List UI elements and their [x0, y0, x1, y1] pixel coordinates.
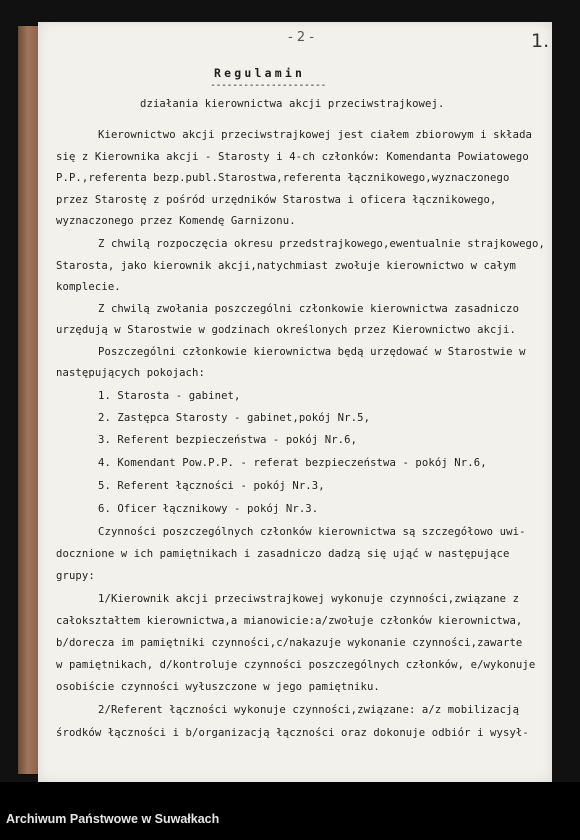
list-item: 5. Referent łączności - pokój Nr.3,: [98, 480, 325, 492]
archive-name: Archiwum Państwowe w Suwałkach: [6, 812, 220, 826]
list-item: 4. Komendant Pow.P.P. - referat bezpieczeństwa - pokój Nr.6,: [98, 457, 487, 469]
list-item: 2. Zastępca Starosty - gabinet,pokój Nr.5,: [98, 412, 371, 424]
list-item: 1. Starosta - gabinet,: [98, 390, 241, 402]
text-line: urzędują w Starostwie w godzinach określonych przez Kierownictwo akcji.: [56, 324, 516, 336]
document-subtitle: działania kierownictwa akcji przeciwstrajkowej.: [140, 98, 445, 110]
list-item: 3. Referent bezpieczeństwa - pokój Nr.6,: [98, 434, 358, 446]
text-line: 1/Kierownik akcji przeciwstrajkowej wykonuje czynności,związane z: [98, 593, 520, 605]
text-line: wyznaczonego przez Komendę Garnizonu.: [56, 215, 296, 227]
text-line: b/dorecza im pamiętniki czynności,c/nakazuje wykonanie czynności,zawarte: [56, 637, 523, 649]
text-line: osobiście czynności wyłuszczone w jego pamiętniku.: [56, 681, 380, 693]
corner-mark: 1.: [531, 30, 550, 52]
text-line: grupy:: [56, 570, 95, 582]
text-line: komplecie.: [56, 281, 121, 293]
list-item: 6. Oficer łącznikowy - pokój Nr.3.: [98, 503, 319, 515]
text-line: docznione w ich pamiętnikach i zasadniczo dadzą się ująć w następujące: [56, 548, 510, 560]
title-underline: ---------------------: [210, 80, 326, 91]
text-line: Z chwilą rozpoczęcia okresu przedstrajkowego,ewentualnie strajkowego,: [98, 238, 545, 250]
text-line: następujących pokojach:: [56, 367, 205, 379]
page-number: - 2 -: [288, 30, 314, 45]
text-line: Kierownictwo akcji przeciwstrajkowej jest ciałem zbiorowym i składa: [98, 129, 533, 141]
text-line: Poszczególni członkowie kierownictwa będą urzędować w Starostwie w: [98, 346, 526, 358]
text-line: środków łączności i b/organizacją łączności oraz dokonuje odbiór i wysył-: [56, 727, 529, 739]
text-line: P.P.,referenta bezp.publ.Starostwa,referenta łącznikowego,wyznaczonego: [56, 172, 510, 184]
document-title: Regulamin: [214, 66, 306, 80]
text-line: całokształtem kierownictwa,a mianowicie:a/zwołuje członków kierownictwa,: [56, 615, 523, 627]
archive-footer: [0, 782, 580, 840]
text-line: Z chwilą zwołania poszczególni członkowie kierownictwa zasadniczo: [98, 303, 520, 315]
text-line: w pamiętnikach, d/kontroluje czynności poszczególnych członków, e/wykonuje: [56, 659, 536, 671]
text-line: 2/Referent łączności wykonuje czynności,związane: a/z mobilizacją: [98, 704, 520, 716]
text-line: przez Starostę z pośród urzędników Starostwa i oficera łącznikowego,: [56, 194, 497, 206]
text-line: Starosta, jako kierownik akcji,natychmiast zwołuje kierownictwo w całym: [56, 260, 516, 272]
document-page: [38, 22, 552, 782]
text-line: Czynności poszczególnych członków kierownictwa są szczegółowo uwi-: [98, 526, 526, 538]
text-line: się z Kierownika akcji - Starosty i 4-ch członków: Komendanta Powiatowego: [56, 151, 529, 163]
